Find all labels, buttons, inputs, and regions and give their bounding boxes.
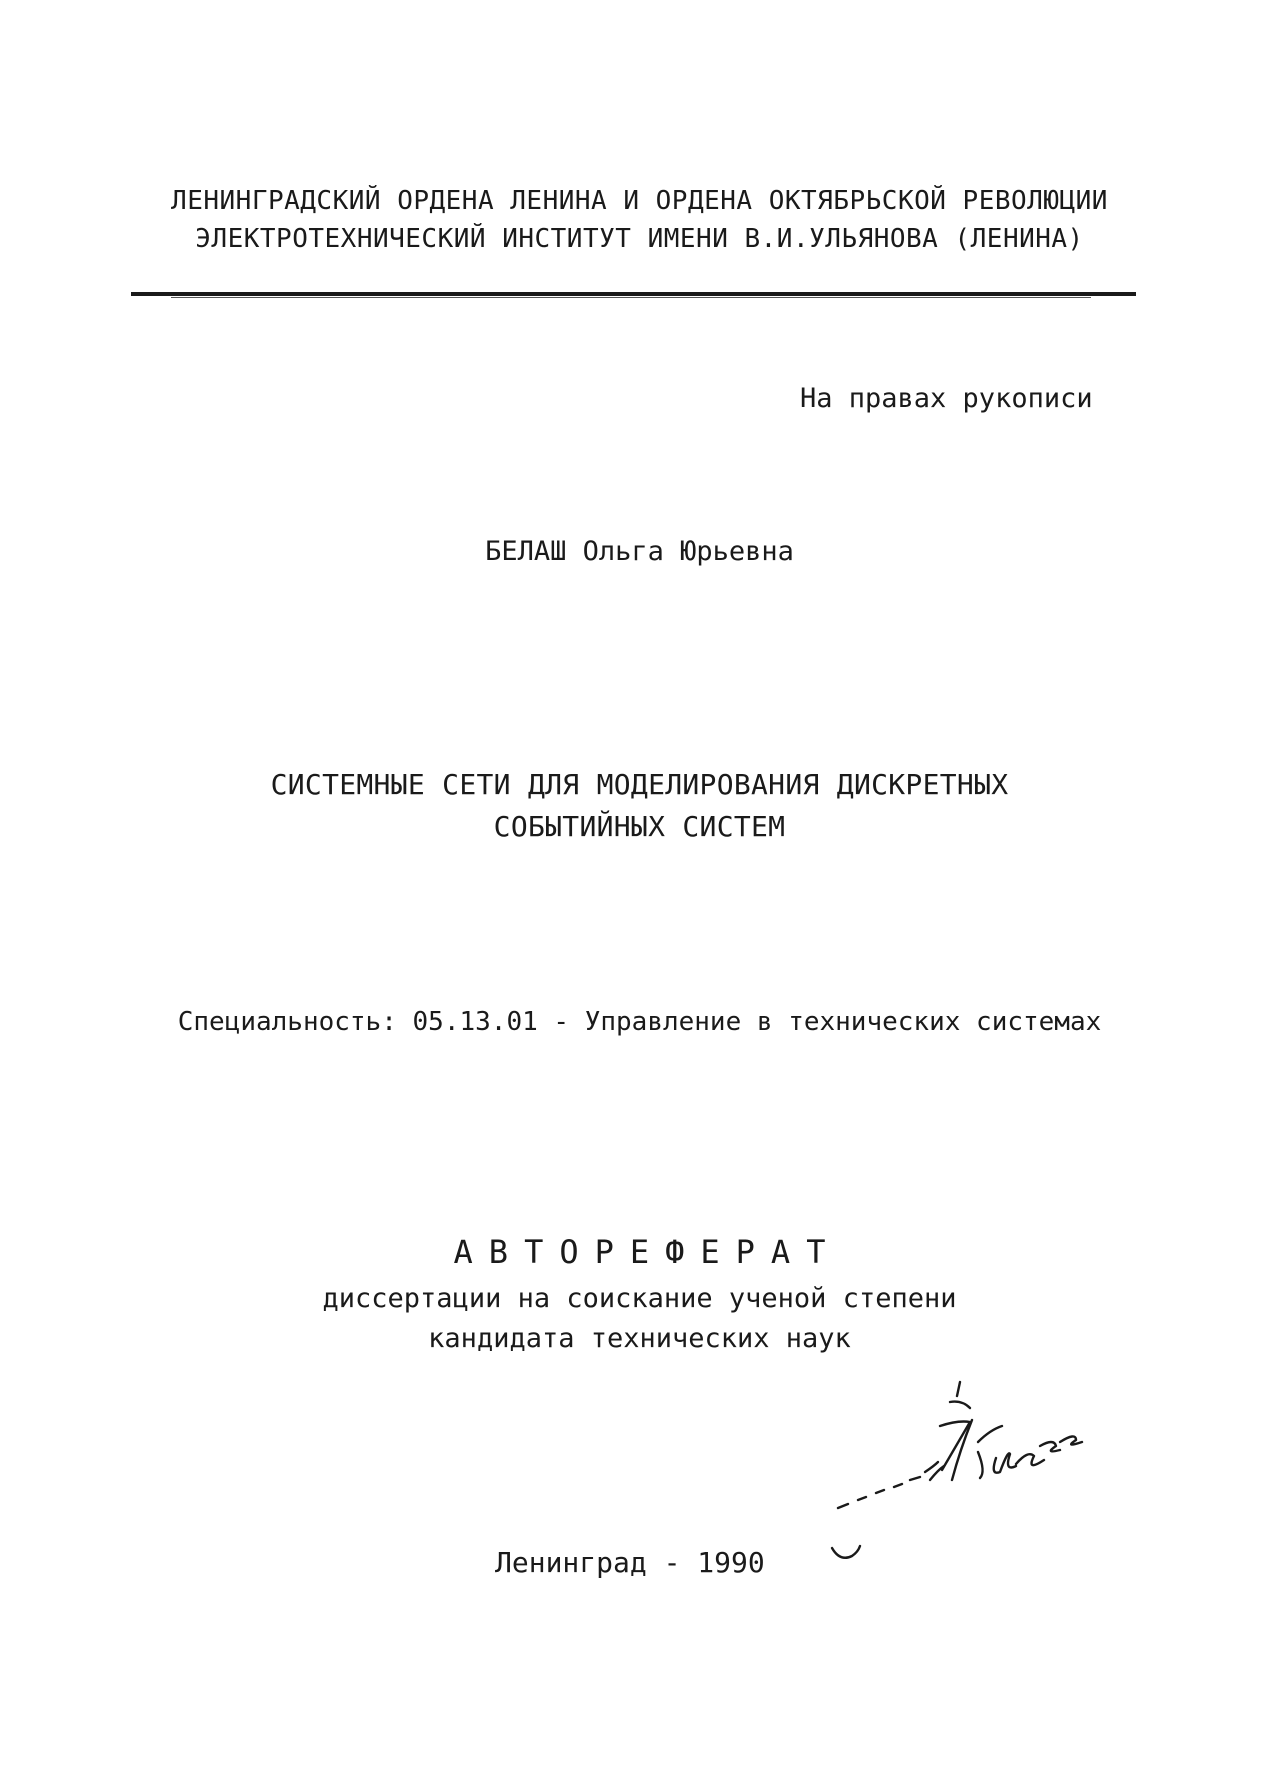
- abstract-subtitle-line-2: кандидата технических наук: [428, 1323, 851, 1354]
- dissertation-title-line-2: СОБЫТИЙНЫХ СИСТЕМ: [493, 810, 786, 843]
- dissertation-title-line-1: СИСТЕМНЫЕ СЕТИ ДЛЯ МОДЕЛИРОВАНИЯ ДИСКРЕТНЫХ: [270, 768, 1009, 801]
- specialty-line: Специальность: 05.13.01 - Управление в технических системах: [177, 1007, 1102, 1037]
- city-and-year: Ленинград - 1990: [495, 1546, 765, 1579]
- institute-name-line-2: ЭЛЕКТРОТЕХНИЧЕСКИЙ ИНСТИТУТ ИМЕНИ В.И.УЛЬЯНОВА (ЛЕНИНА): [195, 224, 1084, 254]
- manuscript-rights-note: На правах рукописи: [800, 383, 1093, 414]
- handwritten-signature: [830, 1380, 1130, 1570]
- header-divider: [131, 292, 1136, 296]
- abstract-heading: АВТОРЕФЕРАТ: [453, 1233, 842, 1271]
- abstract-subtitle-line-1: диссертации на соискание ученой степени: [322, 1283, 957, 1314]
- author-name: БЕЛАШ Ольга Юрьевна: [485, 536, 794, 567]
- institute-name-line-1: ЛЕНИНГРАДСКИЙ ОРДЕНА ЛЕНИНА И ОРДЕНА ОКТЯБРЬСКОЙ РЕВОЛЮЦИИ: [171, 186, 1108, 216]
